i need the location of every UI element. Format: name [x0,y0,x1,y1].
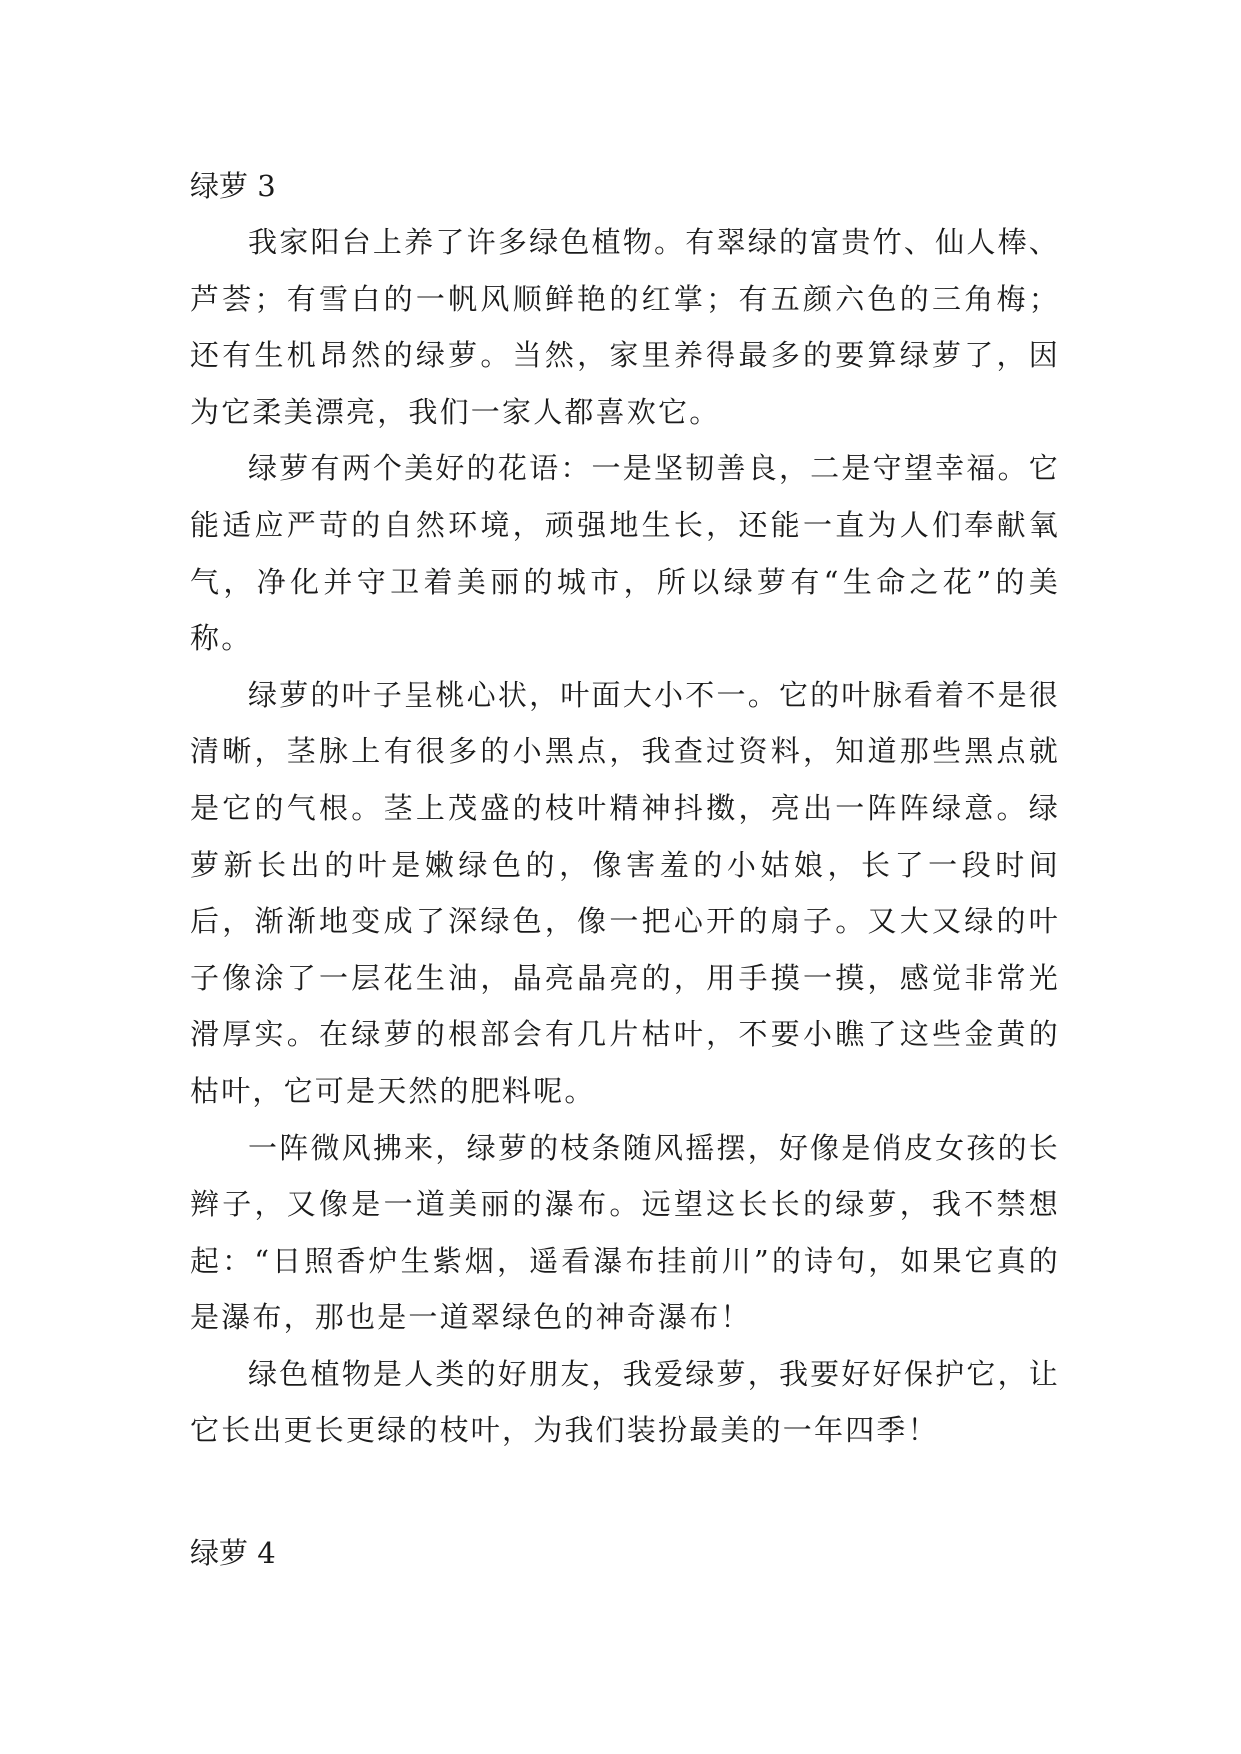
paragraph: 我家阳台上养了许多绿色植物。有翠绿的富贵竹、仙人棒、芦荟；有雪白的一帆风顺鲜艳的红掌；有五颜六色的三角梅；还有生机昂然的绿萝。当然，家里养得最多的要算绿萝了，因为它柔美漂亮，我们一家人都喜欢它。 [190,225,1060,429]
paragraph: 绿色植物是人类的好朋友，我爱绿萝，我要好好保护它，让它长出更长更绿的枝叶，为我们装扮最美的一年四季！ [190,1356,1060,1448]
paragraph: 绿萝有两个美好的花语：一是坚韧善良，二是守望幸福。它能适应严苛的自然环境，顽强地生长，还能一直为人们奉献氧气，净化并守卫着美丽的城市，所以绿萝有“生命之花”的美称。 [190,451,1060,656]
section-heading: 绿萝 3 [190,169,276,203]
section-heading: 绿萝 4 [190,1536,276,1570]
document-body [190,158,1060,1459]
paragraph: 绿萝的叶子呈桃心状，叶面大小不一。它的叶脉看着不是很清晰，茎脉上有很多的小黑点，我查过资料，知道那些黑点就是它的气根。茎上茂盛的枝叶精神抖擞，亮出一阵阵绿意。绿萝新长出的叶是嫩绿色的，像害羞的小姑娘，长了一段时间后，渐渐地变成了深绿色，像一把心开的扇子。又大又绿的叶子像涂了一层花生油，晶亮晶亮的，用手摸一摸，感觉非常光滑厚实。在绿萝的根部会有几片枯叶，不要小瞧了这些金黄的枯叶，它可是天然的肥料呢。 [190,677,1060,1108]
paragraph: 一阵微风拂来，绿萝的枝条随风摇摆，好像是俏皮女孩的长辫子，又像是一道美丽的瀑布。远望这长长的绿萝，我不禁想起：“日照香炉生紫烟，遥看瀑布挂前川”的诗句，如果它真的是瀑布，那也是一道翠绿色的神奇瀑布！ [190,1130,1060,1335]
